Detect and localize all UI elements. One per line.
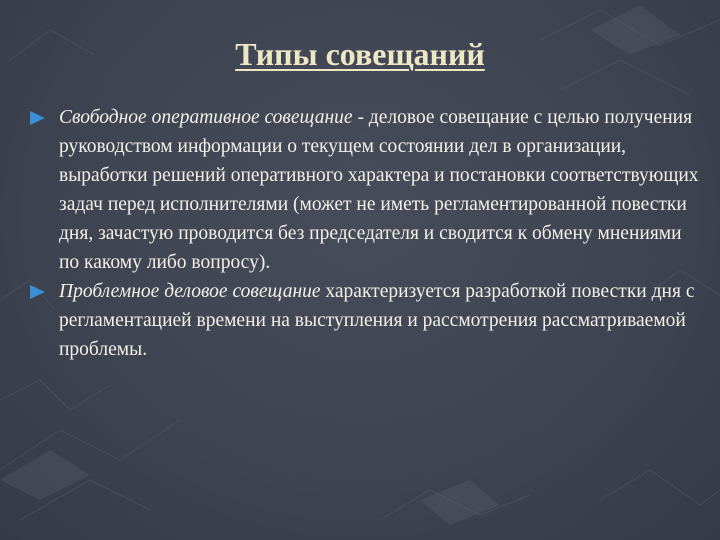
slide-title: Типы совещаний [235, 36, 485, 72]
bullet-term: Проблемное деловое совещание [59, 281, 321, 302]
bullet-text: - деловое совещание с целью получения руководством информации о текущем состоянии дел в организации, выработки решений оперативного характера и постановки соответствующих задач перед исполнителями (может не иметь регламентированной повестки дня, зачастую проводится без председателя и сводится к обмену мнениями по какому либо вопросу). [59, 107, 699, 273]
bullet-item-free-meeting [30, 103, 700, 277]
triangle-right-icon [30, 277, 50, 306]
triangle-right-icon [30, 103, 50, 132]
bullet-item-problem-meeting [30, 277, 700, 364]
bullet-term: Свободное оперативное совещание [59, 107, 353, 128]
bullet-text: характеризуется разработкой повестки дня с регламентацией времени на выступления и рассмотрения рассматриваемой проблемы. [59, 281, 695, 360]
bullet-list [30, 103, 700, 364]
